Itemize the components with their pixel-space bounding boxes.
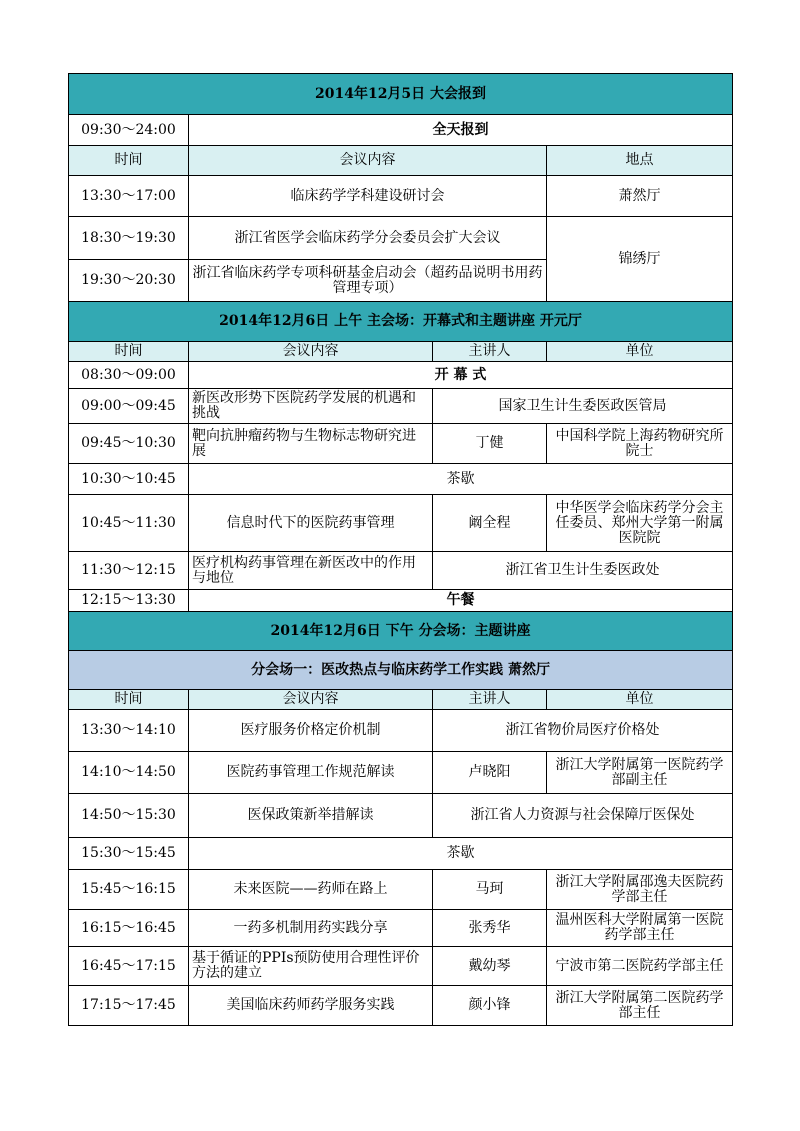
time-cell: 09:00～09:45	[69, 389, 189, 424]
content-cell: 全天报到	[189, 115, 733, 146]
time-cell: 10:30～10:45	[69, 464, 189, 495]
header-time: 时间	[69, 342, 189, 362]
content-cell: 午餐	[189, 590, 733, 612]
unit-cell: 浙江大学附属第一医院药学部副主任	[547, 752, 733, 794]
table-row	[69, 910, 733, 947]
unit-cell: 浙江大学附属第二医院药学部主任	[547, 986, 733, 1026]
table-row	[69, 217, 733, 260]
table-row	[69, 424, 733, 464]
content-cell: 开 幕 式	[189, 362, 733, 389]
section-title: 2014年12月5日 大会报到	[69, 74, 733, 115]
unit-cell: 中华医学会临床药学分会主任委员、郑州大学第一附属医院院	[547, 495, 733, 552]
time-cell: 16:15～16:45	[69, 910, 189, 947]
content-cell: 信息时代下的医院药事管理	[189, 495, 433, 552]
table-row	[69, 838, 733, 870]
table-row	[69, 362, 733, 389]
time-cell: 09:45～10:30	[69, 424, 189, 464]
content-cell: 茶歇	[189, 464, 733, 495]
header-time: 时间	[69, 146, 189, 176]
header-unit: 单位	[547, 342, 733, 362]
content-cell: 医疗机构药事管理在新医改中的作用与地位	[189, 552, 433, 590]
schedule-table	[68, 73, 733, 1026]
subsection-title: 分会场一：医改热点与临床药学工作实践 萧然厅	[69, 651, 733, 690]
content-cell: 医保政策新举措解读	[189, 794, 433, 838]
header-content: 会议内容	[189, 690, 433, 710]
header-row	[69, 690, 733, 710]
content-cell: 医院药事管理工作规范解读	[189, 752, 433, 794]
section-day2-am-title-row	[69, 302, 733, 342]
section-day1-title-row	[69, 74, 733, 115]
unit-cell: 中国科学院上海药物研究所 院士	[547, 424, 733, 464]
unit-cell: 宁波市第二医院药学部主任	[547, 947, 733, 986]
speaker-cell: 马珂	[433, 870, 547, 910]
speaker-cell: 阚全程	[433, 495, 547, 552]
time-cell: 14:10～14:50	[69, 752, 189, 794]
content-cell: 浙江省临床药学专项科研基金启动会（超药品说明书用药管理专项）	[189, 260, 547, 302]
header-row	[69, 146, 733, 176]
time-cell: 10:45～11:30	[69, 495, 189, 552]
header-speaker: 主讲人	[433, 690, 547, 710]
speaker-cell: 丁健	[433, 424, 547, 464]
table-row	[69, 176, 733, 217]
content-cell: 临床药学学科建设研讨会	[189, 176, 547, 217]
content-cell: 浙江省医学会临床药学分会委员会扩大会议	[189, 217, 547, 260]
header-content: 会议内容	[189, 146, 547, 176]
table-row	[69, 870, 733, 910]
content-cell: 美国临床药师药学服务实践	[189, 986, 433, 1026]
content-cell: 未来医院——药师在路上	[189, 870, 433, 910]
content-cell: 靶向抗肿瘤药物与生物标志物研究进展	[189, 424, 433, 464]
table-row	[69, 794, 733, 838]
time-cell: 14:50～15:30	[69, 794, 189, 838]
content-cell: 一药多机制用药实践分享	[189, 910, 433, 947]
header-row	[69, 342, 733, 362]
table-row	[69, 552, 733, 590]
speaker-cell: 卢晓阳	[433, 752, 547, 794]
content-cell: 基于循证的PPIs预防使用合理性评价方法的建立	[189, 947, 433, 986]
content-cell: 新医改形势下医院药学发展的机遇和挑战	[189, 389, 433, 424]
time-cell: 13:30～14:10	[69, 710, 189, 752]
content-cell: 茶歇	[189, 838, 733, 870]
subsection-title-row	[69, 651, 733, 690]
table-row	[69, 495, 733, 552]
header-time: 时间	[69, 690, 189, 710]
time-cell: 08:30～09:00	[69, 362, 189, 389]
speaker-cell: 张秀华	[433, 910, 547, 947]
time-cell: 11:30～12:15	[69, 552, 189, 590]
unit-cell: 浙江省人力资源与社会保障厅医保处	[433, 794, 733, 838]
registration-row	[69, 115, 733, 146]
header-speaker: 主讲人	[433, 342, 547, 362]
header-content: 会议内容	[189, 342, 433, 362]
table-row	[69, 389, 733, 424]
time-cell: 15:45～16:15	[69, 870, 189, 910]
table-row	[69, 464, 733, 495]
time-cell: 15:30～15:45	[69, 838, 189, 870]
time-cell: 17:15～17:45	[69, 986, 189, 1026]
unit-cell: 温州医科大学附属第一医院药学部主任	[547, 910, 733, 947]
place-cell: 锦绣厅	[547, 217, 733, 302]
place-cell: 萧然厅	[547, 176, 733, 217]
table-row	[69, 947, 733, 986]
time-cell: 16:45～17:15	[69, 947, 189, 986]
unit-cell: 浙江大学附属邵逸夫医院药学部主任	[547, 870, 733, 910]
time-cell: 13:30～17:00	[69, 176, 189, 217]
time-cell: 09:30～24:00	[69, 115, 189, 146]
header-unit: 单位	[547, 690, 733, 710]
table-row	[69, 986, 733, 1026]
content-cell: 医疗服务价格定价机制	[189, 710, 433, 752]
unit-cell: 浙江省物价局医疗价格处	[433, 710, 733, 752]
speaker-cell: 颜小锋	[433, 986, 547, 1026]
table-row	[69, 752, 733, 794]
section-title: 2014年12月6日 下午 分会场：主题讲座	[69, 612, 733, 651]
section-day2-pm-title-row	[69, 612, 733, 651]
table-row	[69, 710, 733, 752]
section-title: 2014年12月6日 上午 主会场：开幕式和主题讲座 开元厅	[69, 302, 733, 342]
time-cell: 18:30～19:30	[69, 217, 189, 260]
time-cell: 12:15～13:30	[69, 590, 189, 612]
unit-cell: 浙江省卫生计生委医政处	[433, 552, 733, 590]
time-cell: 19:30～20:30	[69, 260, 189, 302]
unit-cell: 国家卫生计生委医政医管局	[433, 389, 733, 424]
table-row	[69, 590, 733, 612]
header-place: 地点	[547, 146, 733, 176]
speaker-cell: 戴幼琴	[433, 947, 547, 986]
